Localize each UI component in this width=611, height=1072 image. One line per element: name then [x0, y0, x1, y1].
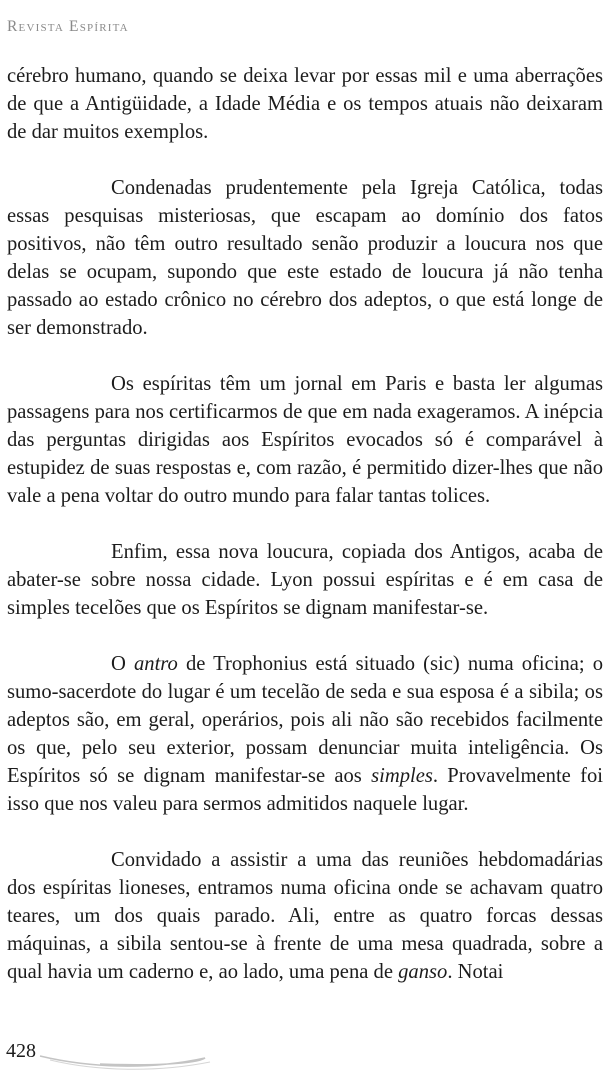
paragraph: cérebro humano, quando se deixa levar por essas mil e uma aberrações de que a Antigüidade, a Idade Média e os tempos atuais não deixaram de dar muitos exemplos. — [7, 65, 603, 143]
text-run: de Trophonius está situado (sic) numa oficina; o sumo-sacerdote do lugar é um tecelão de seda e sua esposa é a sibila; os adeptos são, em geral, operários, pois ali não são recebidos facilmente os que, pelo seu exterior, possam denunciar muita inteligência. Os Espíritos só se dignam manifestar-se aos — [7, 653, 603, 787]
paragraph — [7, 650, 603, 818]
paragraph: Enfim, essa nova loucura, copiada dos Antigos, acaba de abater-se sobre nossa cidade. Lyon possui espíritas e é em casa de simples tecelões que os Espíritos se dignam manifestar-se. — [7, 541, 603, 619]
italic-word: antro — [133, 653, 178, 675]
text-run: O — [111, 653, 134, 675]
paragraph — [7, 846, 603, 986]
italic-word: ganso — [398, 961, 448, 983]
text-run: Convidado a assistir a uma das reuniões hebdomadárias dos espíritas lioneses, entramos numa oficina onde se achavam quatro teares, um dos quais parado. Ali, entre as quatro forcas dessas máquinas, a sibila sentou-se à frente de uma mesa quadrada, sobre a qual havia um caderno e, ao lado, uma pena de — [7, 849, 603, 983]
italic-word: simples — [371, 765, 433, 787]
body-text — [7, 62, 603, 986]
running-header: Revista Espírita — [7, 18, 129, 35]
text-run: . Provavelmente foi isso que nos valeu para sermos admitidos naquele lugar. — [7, 765, 603, 815]
paragraph: Condenadas prudentemente pela Igreja Católica, todas essas pesquisas misteriosas, que escapam ao domínio dos fatos positivos, não têm outro resultado senão produzir a loucura nos que delas se ocupam, supondo que este estado de loucura já não tenha passado ao estado crônico no cérebro dos adeptos, o que está longe de ser demonstrado. — [7, 177, 603, 339]
text-run: . Notai — [447, 961, 504, 983]
paragraph: Os espíritas têm um jornal em Paris e basta ler algumas passagens para nos certificarmos de que em nada exageramos. A inépcia das perguntas dirigidas aos Espíritos evocados só é comparável à estupidez de suas respostas e, com razão, é permitido dizer-lhes que não vale a pena voltar do outro mundo para falar tantas tolices. — [7, 373, 603, 507]
page-number: 428 — [6, 1040, 36, 1062]
